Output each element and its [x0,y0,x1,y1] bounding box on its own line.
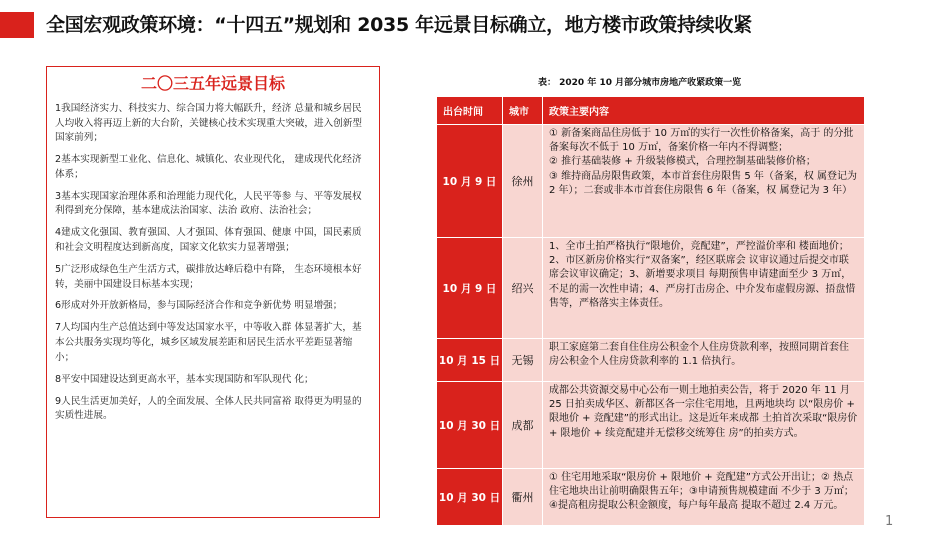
vision-title: 二〇三五年远景目标 [140,74,285,93]
policy-line: ③ 维持商品房限售政策，本市首套住房限售 5 年（备案，权 属登记为 2 年）；二套或非本市首套住房限售 6 年（备案，权 属登记为 3 年） [549,170,858,196]
row-date: 10 月 15 日 [437,339,503,382]
row-date: 10 月 9 日 [437,238,503,339]
table-row [437,339,865,382]
header-date: 出台时间 [437,97,503,125]
row-content [543,339,865,382]
vision-item: 3基本实现国家治理体系和治理能力现代化，人民平等参 与、平等发展权利得到充分保障，基本建成法治国家、法治 政府、法治社会； [55,190,362,217]
page-number: 1 [885,514,894,529]
policy-line: 成都公共资源交易中心公布一则土地拍卖公告，将于 2020 年 11 月 25 日拍卖成华区、新都区各一宗住宅用地，且两地块均 以“限房价 + 限地价 + 竞配建”的形式出让。这是近年来成都 土拍首次采取“限房价 + 限地价 + 续竞配建并无偿移交统筹住 房”的拍卖方式。 [549,385,858,439]
row-content [543,469,865,526]
row-date: 10 月 9 日 [437,125,503,238]
table-row [437,469,865,526]
table-row [437,382,865,469]
row-city: 衢州 [503,469,543,526]
policy-line: ① 新备案商品住房低于 10 万㎡的实行一次性价格备案，高于 的分批备案每次不低于 10 万㎡，备案价格一年内不得调整； [549,128,854,154]
vision-item: 8平安中国建设达到更高水平，基本实现国防和军队现代 化； [55,373,314,385]
row-date: 10 月 30 日 [437,382,503,469]
vision-item: 1我国经济实力、科技实力、综合国力将大幅跃升，经济 总量和城乡居民人均收入将再迈上新的大台阶，关键核心技术实现重大突破，进入创新型国家前列； [55,103,362,144]
table-caption: 表： 2020 年 10 月部分城市房地产收紧政策一览 [538,78,742,88]
table-header-row [437,97,865,125]
vision-item: 6形成对外开放新格局，参与国际经济合作和竞争新优势 明显增强； [55,300,343,312]
row-city: 无锡 [503,339,543,382]
policy-line: ① 住宅用地采取“限房价 + 限地价 + 竞配建”方式公开出让；② 热点住宅地块出让前明确限售五年；③申请预售规模建面 不少于 3 万㎡；④提高租房提取公积金额度，每户每年最高 提取不超过 2.4 万元。 [549,472,854,512]
vision-item: 9人民生活更加美好，人的全面发展、全体人民共同富裕 取得更为明显的实质性进展。 [55,395,362,422]
vision-item: 5广泛形成绿色生产生活方式，碳排放达峰后稳中有降， 生态环境根本好转，美丽中国建设目标基本实现； [55,263,362,290]
row-date: 10 月 30 日 [437,469,503,526]
row-content [543,382,865,469]
vision-item: 7人均国内生产总值达到中等发达国家水平，中等收入群 体显著扩大，基本公共服务实现均等化，城乡区域发展差距和居民生活水平差距显著缩小； [55,322,362,363]
policy-line: 1、全市土拍严格执行“限地价，竞配建”，严控溢价率和 楼面地价；2、市区新房价格实行“双备案”，经区联席会 议审议通过后提交市联席会议审议确定；3、新增要求项目 每期预售申请建面至少 3 万㎡，不足的需一次性申请；4、严房打击房企、中介发布虚假房源、捂盘惜售等，严格落实主体责任。 [549,241,856,309]
title-accent-bar [0,12,34,38]
row-city: 成都 [503,382,543,469]
vision-item: 2基本实现新型工业化、信息化、城镇化、农业现代化， 建成现代化经济体系； [55,154,362,180]
row-content [543,125,865,238]
header-content: 政策主要内容 [543,97,865,125]
row-city: 绍兴 [503,238,543,339]
vision-panel [46,66,380,518]
row-content [543,238,865,339]
slide-title: 全国宏观政策环境：“十四五”规划和 2035 年远景目标确立，地方楼市政策持续收紧 [46,14,752,36]
row-city: 徐州 [503,125,543,238]
table-row [437,238,865,339]
table-row [437,125,865,238]
header-city: 城市 [503,97,543,125]
policy-line: 职工家庭第二套自住住房公积金个人住房贷款利率，按照同期首套住房公积金个人住房贷款利率的 1.1 倍执行。 [549,342,849,368]
policy-line: ② 推行基础装修 + 升级装修模式，合理控制基础装修价格； [549,156,816,168]
policy-table [436,96,865,526]
vision-item: 4建成文化强国、教育强国、人才强国、体育强国、健康 中国，国民素质和社会文明程度达到新高度，国家文化软实力显著增强； [55,227,362,253]
